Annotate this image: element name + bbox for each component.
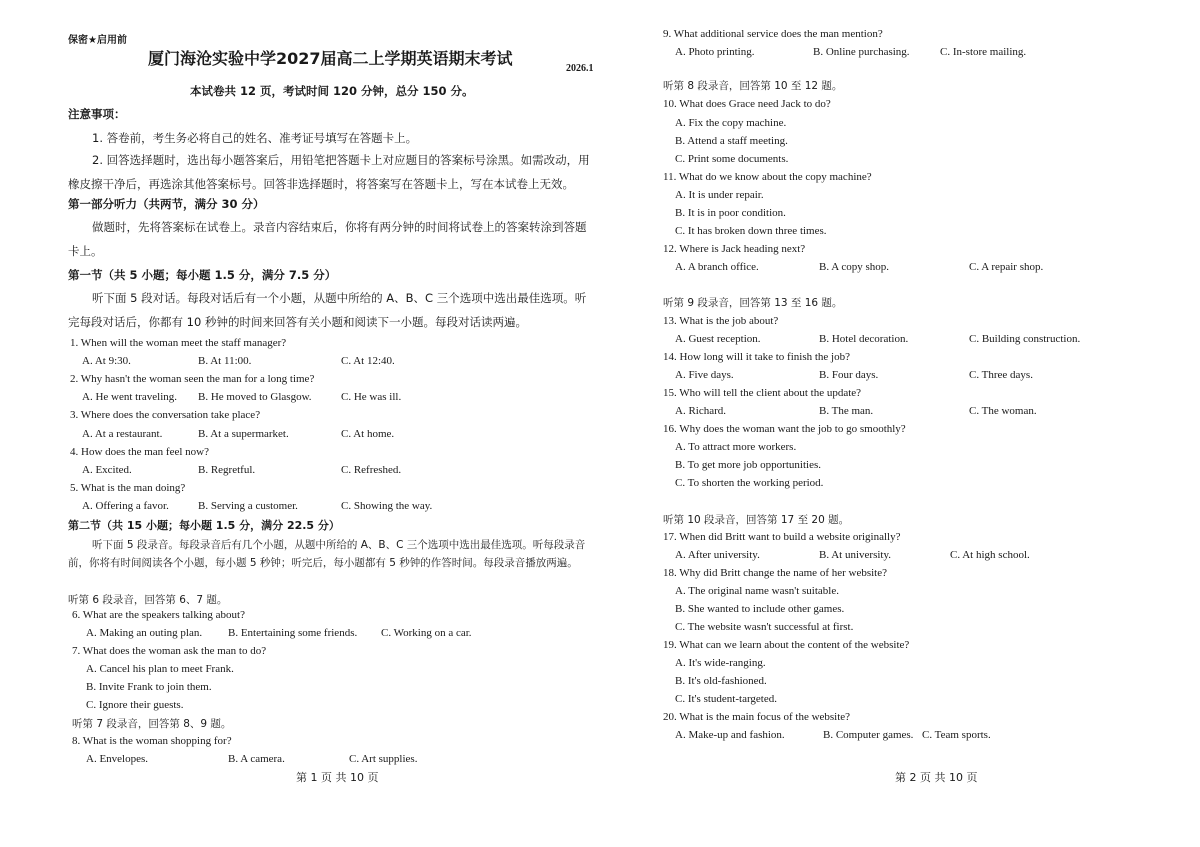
q15-option-b: B. The man. [819, 405, 874, 417]
q2-option-a: A. He went traveling. [82, 391, 177, 403]
q20-option-c: C. Team sports. [922, 729, 991, 741]
q7-option-b: B. Invite Frank to join them. [86, 681, 212, 693]
q12-option-c: C. A repair shop. [969, 261, 1044, 273]
part1-instructions: 做题时，先将答案标在试卷上。录音内容结束后，你将有两分钟的时间将试卷上的答案转涂到答题卡上。 [68, 220, 587, 258]
q7-option-a: A. Cancel his plan to meet Frank. [86, 663, 234, 675]
q18-stem: 18. Why did Britt change the name of her website? [663, 567, 888, 579]
q17-option-b: B. At university. [819, 549, 892, 561]
page-2 [600, 0, 1200, 847]
section1-instructions: 听下面 5 段对话。每段对话后有一个小题，从题中所给的 A、B、C 三个选项中选出最佳选项。听完每段对话后，你都有 10 秒钟的时间来回答有关小题和阅读下一小题。每段对话读两遍。 [68, 291, 587, 329]
q9-option-c: C. In-store mailing. [940, 46, 1027, 58]
audio-10-heading: 听第 10 段录音，回答第 17 至 20 题。 [663, 514, 850, 526]
q20-option-a: A. Make-up and fashion. [675, 729, 785, 741]
q8-option-c: C. Art supplies. [349, 753, 418, 765]
q11-option-b: B. It is in poor condition. [675, 207, 786, 219]
q13-option-b: B. Hotel decoration. [819, 333, 909, 345]
q16-option-b: B. To get more job opportunities. [675, 459, 821, 471]
q20-stem: 20. What is the main focus of the website? [663, 711, 851, 723]
q1-option-b: B. At 11:00. [198, 355, 252, 367]
q8-option-b: B. A camera. [228, 753, 285, 765]
q2-option-c: C. He was ill. [341, 391, 402, 403]
q16-option-a: A. To attract more workers. [675, 441, 797, 453]
section2-heading: 第二节（共 15 小题；每小题 1.5 分，满分 22.5 分） [68, 519, 340, 532]
q5-option-c: C. Showing the way. [341, 500, 433, 512]
q3-option-b: B. At a supermarket. [198, 428, 289, 440]
q12-option-b: B. A copy shop. [819, 261, 889, 273]
q14-stem: 14. How long will it take to finish the job? [663, 351, 850, 363]
exam-info: 本试卷共 12 页，考试时间 120 分钟，总分 150 分。 [190, 84, 474, 98]
q10-option-a: A. Fix the copy machine. [675, 117, 787, 129]
q14-option-a: A. Five days. [675, 369, 734, 381]
q1-stem: 1. When will the woman meet the staff manager? [70, 337, 287, 349]
q15-option-a: A. Richard. [675, 405, 727, 417]
q13-option-c: C. Building construction. [969, 333, 1081, 345]
q19-stem: 19. What can we learn about the content of the website? [663, 639, 910, 651]
q4-stem: 4. How does the man feel now? [70, 446, 209, 458]
page-footer-1: 第 1 页 共 10 页 [296, 771, 379, 784]
q18-option-c: C. The website wasn't successful at first. [675, 621, 854, 633]
confidential-mark: 保密★启用前 [68, 35, 127, 46]
q5-stem: 5. What is the man doing? [70, 482, 186, 494]
q17-option-a: A. After university. [675, 549, 760, 561]
note-1: 1. 答卷前，考生务必将自己的姓名、准考证号填写在答题卡上。 [92, 131, 418, 145]
audio-8-heading: 听第 8 段录音，回答第 10 至 12 题。 [663, 80, 843, 92]
q11-option-c: C. It has broken down three times. [675, 225, 827, 237]
q15-option-c: C. The woman. [969, 405, 1037, 417]
q13-option-a: A. Guest reception. [675, 333, 761, 345]
q8-stem: 8. What is the woman shopping for? [72, 735, 232, 747]
q17-option-c: C. At high school. [950, 549, 1030, 561]
q11-option-a: A. It is under repair. [675, 189, 764, 201]
q6-option-b: B. Entertaining some friends. [228, 627, 358, 639]
exam-date: 2026.1 [566, 63, 594, 74]
note-2: 2. 回答选择题时，选出每小题答案后，用铅笔把答题卡上对应题目的答案标号涂黑。如需改动，用橡皮擦干净后，再选涂其他答案标号。回答非选择题时，将答案写在答题卡上，写在本试卷上无效。 [68, 153, 590, 191]
q4-option-a: A. Excited. [82, 464, 132, 476]
q14-option-c: C. Three days. [969, 369, 1033, 381]
q16-stem: 16. Why does the woman want the job to go smoothly? [663, 423, 906, 435]
audio-6-heading: 听第 6 段录音，回答第 6、7 题。 [68, 594, 228, 606]
section2-instructions: 听下面 5 段录音。每段录音后有几个小题，从题中所给的 A、B、C 三个选项中选出最佳选项。听每段录音前，你将有时间阅读各个小题，每小题 5 秒钟；听完后，每小题都有 5 秒钟的作答时间。每段录音播放两遍。 [68, 539, 586, 569]
q10-option-c: C. Print some documents. [675, 153, 789, 165]
q18-option-b: B. She wanted to include other games. [675, 603, 845, 615]
notes-heading: 注意事项： [68, 107, 126, 121]
q7-option-c: C. Ignore their guests. [86, 699, 184, 711]
q3-option-c: C. At home. [341, 428, 395, 440]
q4-option-c: C. Refreshed. [341, 464, 402, 476]
q9-option-b: B. Online purchasing. [813, 46, 910, 58]
audio-7-heading: 听第 7 段录音，回答第 8、9 题。 [72, 718, 232, 730]
q3-option-a: A. At a restaurant. [82, 428, 163, 440]
section1-heading: 第一节（共 5 小题；每小题 1.5 分，满分 7.5 分） [68, 268, 337, 282]
q6-option-a: A. Making an outing plan. [86, 627, 203, 639]
q1-option-c: C. At 12:40. [341, 355, 395, 367]
audio-9-heading: 听第 9 段录音，回答第 13 至 16 题。 [663, 297, 843, 309]
q17-stem: 17. When did Britt want to build a website originally? [663, 531, 901, 543]
q7-stem: 7. What does the woman ask the man to do? [72, 645, 267, 657]
q10-stem: 10. What does Grace need Jack to do? [663, 98, 831, 110]
part1-heading: 第一部分听力（共两节，满分 30 分） [68, 197, 265, 211]
q14-option-b: B. Four days. [819, 369, 879, 381]
q4-option-b: B. Regretful. [198, 464, 256, 476]
q13-stem: 13. What is the job about? [663, 315, 779, 327]
q19-option-b: B. It's old-fashioned. [675, 675, 767, 687]
q3-stem: 3. Where does the conversation take place? [70, 409, 261, 421]
q10-option-b: B. Attend a staff meeting. [675, 135, 788, 147]
page-footer-2: 第 2 页 共 10 页 [895, 771, 978, 784]
q6-option-c: C. Working on a car. [381, 627, 472, 639]
exam-title: 厦门海沧实验中学2027届高二上学期英语期末考试 [148, 49, 513, 68]
q11-stem: 11. What do we know about the copy machine? [663, 171, 872, 183]
q18-option-a: A. The original name wasn't suitable. [675, 585, 839, 597]
q12-stem: 12. Where is Jack heading next? [663, 243, 806, 255]
q16-option-c: C. To shorten the working period. [675, 477, 824, 489]
q12-option-a: A. A branch office. [675, 261, 759, 273]
q1-option-a: A. At 9:30. [82, 355, 131, 367]
q8-option-a: A. Envelopes. [86, 753, 149, 765]
q9-stem: 9. What additional service does the man mention? [663, 28, 883, 40]
q9-option-a: A. Photo printing. [675, 46, 755, 58]
q2-option-b: B. He moved to Glasgow. [198, 391, 312, 403]
q19-option-a: A. It's wide-ranging. [675, 657, 766, 669]
q2-stem: 2. Why hasn't the woman seen the man for a long time? [70, 373, 315, 385]
q5-option-a: A. Offering a favor. [82, 500, 169, 512]
q20-option-b: B. Computer games. [823, 729, 914, 741]
q5-option-b: B. Serving a customer. [198, 500, 298, 512]
q15-stem: 15. Who will tell the client about the update? [663, 387, 862, 399]
q6-stem: 6. What are the speakers talking about? [72, 609, 245, 621]
q19-option-c: C. It's student-targeted. [675, 693, 777, 705]
